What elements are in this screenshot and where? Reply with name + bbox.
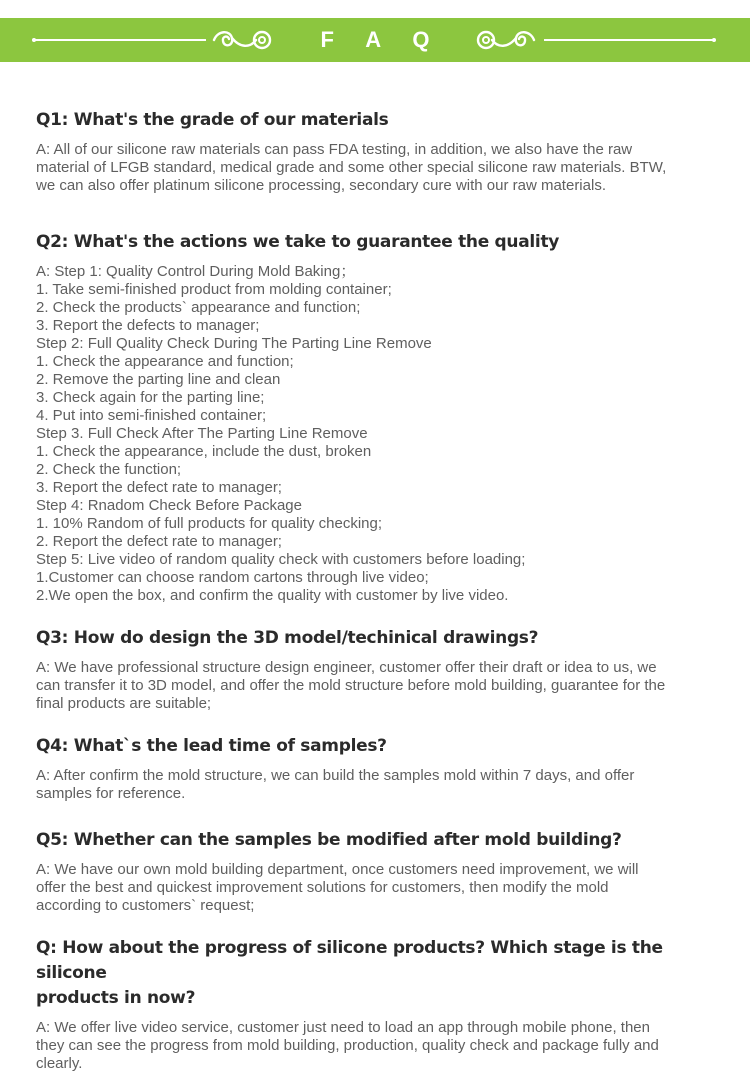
faq-item-q1 [36,108,716,195]
answer-line: according to customers` request; [36,897,255,914]
faq-answer [36,861,716,915]
answer-line: A: We offer live video service, customer just need to load an app through mobile phone, then [36,1019,650,1036]
banner-divider-right [544,39,714,41]
faq-item-q4 [36,734,716,803]
faq-item-q5 [36,828,716,915]
answer-line: Step 5: Live video of random quality check with customers before loading; [36,551,526,568]
answer-line: A: We have professional structure design engineer, customer offer their draft or idea to us, we [36,659,657,676]
question-line: products in now? [36,988,196,1008]
answer-line: 1. Take semi-finished product from molding container; [36,281,392,298]
answer-line: samples for reference. [36,785,186,802]
faq-answer [36,1019,716,1073]
question-line: Q: How about the progress of silicone products? Which stage is the silicone [36,938,663,983]
answer-line: 4. Put into semi-finished container; [36,407,267,424]
answer-line: 1. Check the appearance, include the dust, broken [36,443,372,460]
faq-banner [0,18,750,62]
answer-line: can transfer it to 3D model, and offer the mold structure before mold building, guarantee for the [36,677,666,694]
answer-line: 2.We open the box, and confirm the quality with customer by live video. [36,587,509,604]
answer-line: Step 4: Rnadom Check Before Package [36,497,302,514]
faq-answer [36,767,716,803]
answer-line: A: We have our own mold building department, once customers need improvement, we will [36,861,639,878]
answer-line: A: After confirm the mold structure, we can build the samples mold within 7 days, and offer [36,767,635,784]
answer-line: 1.Customer can choose random cartons through live video; [36,569,429,586]
answer-line: we can also offer platinum silicone processing, secondary cure with our raw materials. [36,177,606,194]
answer-line: final products are suitable; [36,695,212,712]
answer-line: 2. Check the function; [36,461,182,478]
answer-line: 3. Report the defects to manager; [36,317,260,334]
faq-item-q2 [36,230,716,605]
faq-item-q3 [36,626,716,713]
answer-line: 1. Check the appearance and function; [36,353,294,370]
answer-line: 2. Report the defect rate to manager; [36,533,282,550]
faq-question: Q2: What's the actions we take to guarantee the quality [36,232,560,252]
answer-line: 3. Report the defect rate to manager; [36,479,282,496]
answer-line: clearly. [36,1055,83,1072]
page-title: F A Q [320,27,443,52]
answer-line: 3. Check again for the parting line; [36,389,265,406]
faq-question: Q5: Whether can the samples be modified after mold building? [36,830,622,850]
swirl-ornament-right-icon [474,24,538,56]
answer-line: 2. Check the products` appearance and function; [36,299,361,316]
answer-line: offer the best and quickest improvement solutions for customers, then modify the mold [36,879,609,896]
faq-answer [36,141,716,195]
answer-line: Step 2: Full Quality Check During The Parting Line Remove [36,335,432,352]
answer-line: 2. Remove the parting line and clean [36,371,281,388]
faq-question [36,936,716,1011]
faq-answer [36,659,716,713]
answer-line: 1. 10% Random of full products for quality checking; [36,515,383,532]
answer-line: A: All of our silicone raw materials can pass FDA testing, in addition, we also have the raw [36,141,633,158]
answer-line: Step 3. Full Check After The Parting Line Remove [36,425,368,442]
answer-line: they can see the progress from mold building, production, quality check and package fully and [36,1037,659,1054]
swirl-ornament-left-icon [210,24,274,56]
faq-question: Q3: How do design the 3D model/techinical drawings? [36,628,539,648]
answer-line: A: Step 1: Quality Control During Mold Baking； [36,263,356,280]
faq-question: Q4: What`s the lead time of samples? [36,736,387,756]
banner-divider-left [34,39,206,41]
faq-item-q6 [36,936,716,1073]
faq-answer [36,263,716,605]
answer-line: material of LFGB standard, medical grade and some other special silicone raw materials. BTW, [36,159,667,176]
faq-question: Q1: What's the grade of our materials [36,110,389,130]
